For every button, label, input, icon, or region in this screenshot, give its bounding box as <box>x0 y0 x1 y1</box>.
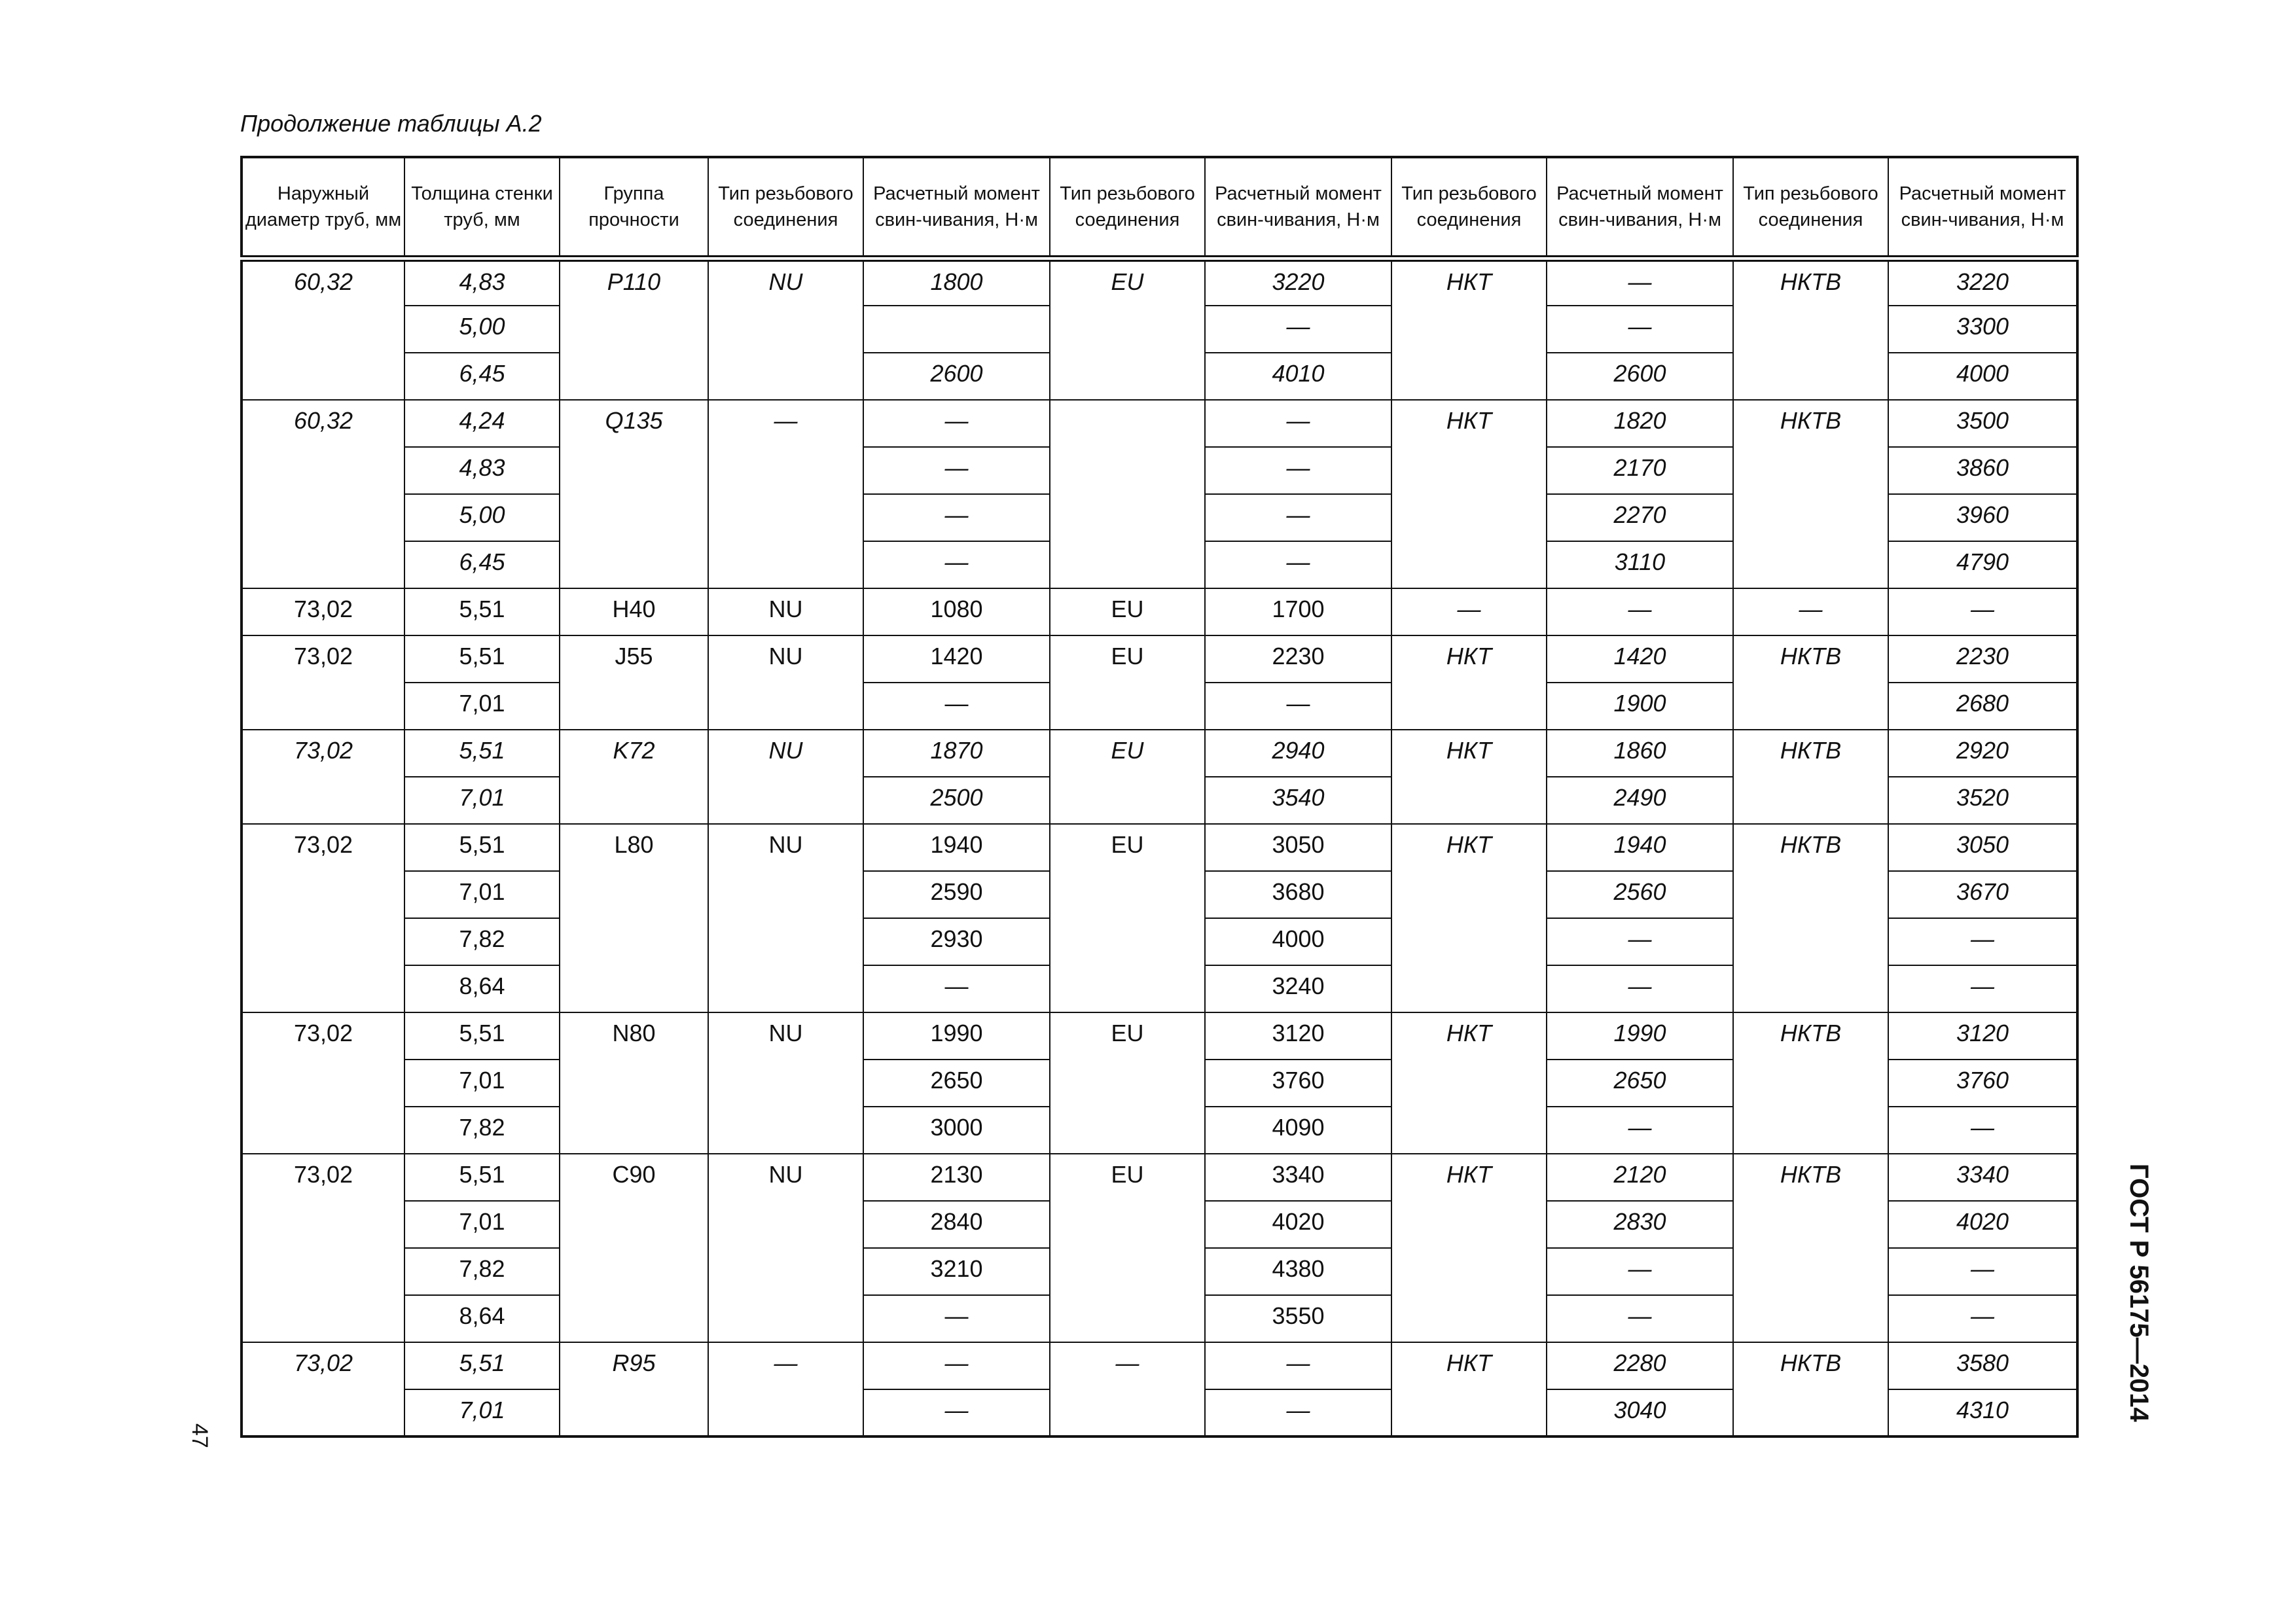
cell-type3: НКТ <box>1391 824 1547 1012</box>
cell-torque3: 2490 <box>1547 777 1733 824</box>
cell-type1: NU <box>708 824 863 1012</box>
cell-torque3: 2170 <box>1547 447 1733 494</box>
cell-torque4: 2230 <box>1888 635 2077 683</box>
cell-torque4: 3120 <box>1888 1012 2077 1060</box>
cell-torque2: — <box>1205 1389 1391 1436</box>
cell-wall: 7,82 <box>404 1248 560 1295</box>
cell-wall: 5,51 <box>404 1342 560 1389</box>
table-row <box>242 1342 2077 1389</box>
cell-torque3: — <box>1547 259 1733 306</box>
cell-type4: — <box>1733 588 1888 635</box>
cell-torque3: 3110 <box>1547 541 1733 588</box>
cell-type2: EU <box>1050 635 1205 730</box>
cell-torque2: 3050 <box>1205 824 1391 871</box>
cell-torque1: — <box>863 447 1050 494</box>
cell-torque1: 2590 <box>863 871 1050 918</box>
col-header-type2: Тип резьбового соединения <box>1050 157 1205 259</box>
cell-type3: НКТ <box>1391 259 1547 400</box>
table-row <box>242 1012 2077 1060</box>
cell-type1: — <box>708 400 863 588</box>
cell-torque1: 3210 <box>863 1248 1050 1295</box>
cell-type4: НКТВ <box>1733 259 1888 400</box>
cell-wall: 4,83 <box>404 447 560 494</box>
cell-torque1: 2130 <box>863 1154 1050 1201</box>
cell-torque1: 2600 <box>863 353 1050 400</box>
cell-grade: L80 <box>560 824 708 1012</box>
cell-torque1: — <box>863 1295 1050 1342</box>
col-header-type4: Тип резьбового соединения <box>1733 157 1888 259</box>
cell-torque3: 2120 <box>1547 1154 1733 1201</box>
cell-torque4: 3220 <box>1888 259 2077 306</box>
cell-wall: 4,83 <box>404 259 560 306</box>
col-header-wall: Толщина стенки труб, мм <box>404 157 560 259</box>
table-caption: Продолжение таблицы А.2 <box>240 110 542 137</box>
cell-torque4: 3050 <box>1888 824 2077 871</box>
cell-torque3: 2830 <box>1547 1201 1733 1248</box>
cell-wall: 7,01 <box>404 871 560 918</box>
header-row <box>242 157 2077 259</box>
table-row <box>242 400 2077 447</box>
cell-grade: C90 <box>560 1154 708 1342</box>
cell-torque2: 4000 <box>1205 918 1391 965</box>
cell-torque1: 2930 <box>863 918 1050 965</box>
cell-torque3: 2280 <box>1547 1342 1733 1389</box>
cell-wall: 7,01 <box>404 1389 560 1436</box>
cell-torque4: 3670 <box>1888 871 2077 918</box>
cell-torque3: 1820 <box>1547 400 1733 447</box>
cell-diameter: 73,02 <box>242 1342 404 1436</box>
cell-torque1: — <box>863 400 1050 447</box>
cell-torque1: 2500 <box>863 777 1050 824</box>
cell-torque2: 2230 <box>1205 635 1391 683</box>
table-row <box>242 259 2077 306</box>
cell-torque2: 4090 <box>1205 1107 1391 1154</box>
cell-torque1 <box>863 306 1050 353</box>
cell-wall: 6,45 <box>404 353 560 400</box>
cell-torque3: — <box>1547 1248 1733 1295</box>
cell-torque4: 3520 <box>1888 777 2077 824</box>
cell-torque4: 3760 <box>1888 1060 2077 1107</box>
col-header-type1: Тип резьбового соединения <box>708 157 863 259</box>
cell-torque3: 2600 <box>1547 353 1733 400</box>
cell-torque4: 4000 <box>1888 353 2077 400</box>
cell-torque4: — <box>1888 918 2077 965</box>
cell-torque1: 1870 <box>863 730 1050 777</box>
cell-torque3: 1860 <box>1547 730 1733 777</box>
cell-torque4: 2680 <box>1888 683 2077 730</box>
cell-type3: — <box>1391 588 1547 635</box>
cell-torque4: — <box>1888 965 2077 1012</box>
cell-type3: НКТ <box>1391 1154 1547 1342</box>
page-number: 47 <box>187 1423 212 1448</box>
cell-grade: Q135 <box>560 400 708 588</box>
cell-torque2: — <box>1205 400 1391 447</box>
cell-torque4: — <box>1888 1248 2077 1295</box>
cell-type4: НКТВ <box>1733 1012 1888 1154</box>
cell-torque4: 3580 <box>1888 1342 2077 1389</box>
cell-type4: НКТВ <box>1733 1342 1888 1436</box>
cell-type2: EU <box>1050 1012 1205 1154</box>
cell-torque2: 3760 <box>1205 1060 1391 1107</box>
torque-table <box>240 156 2079 1438</box>
col-header-torque3: Расчетный момент свин-чивания, Н·м <box>1547 157 1733 259</box>
cell-type4: НКТВ <box>1733 824 1888 1012</box>
cell-type1: NU <box>708 730 863 824</box>
cell-torque2: 3120 <box>1205 1012 1391 1060</box>
cell-torque1: — <box>863 683 1050 730</box>
cell-torque2: 4020 <box>1205 1201 1391 1248</box>
cell-wall: 7,82 <box>404 918 560 965</box>
cell-wall: 5,51 <box>404 1012 560 1060</box>
cell-wall: 7,01 <box>404 1201 560 1248</box>
cell-torque2: 1700 <box>1205 588 1391 635</box>
cell-torque4: 4790 <box>1888 541 2077 588</box>
cell-torque1: 1800 <box>863 259 1050 306</box>
cell-torque3: 1940 <box>1547 824 1733 871</box>
cell-torque2: 3680 <box>1205 871 1391 918</box>
cell-torque4: — <box>1888 1295 2077 1342</box>
cell-diameter: 73,02 <box>242 635 404 730</box>
cell-diameter: 73,02 <box>242 1154 404 1342</box>
cell-wall: 7,01 <box>404 1060 560 1107</box>
cell-grade: N80 <box>560 1012 708 1154</box>
cell-type4: НКТВ <box>1733 635 1888 730</box>
cell-grade: J55 <box>560 635 708 730</box>
table-row <box>242 824 2077 871</box>
cell-type4: НКТВ <box>1733 1154 1888 1342</box>
cell-wall: 5,00 <box>404 306 560 353</box>
cell-torque2: 2940 <box>1205 730 1391 777</box>
cell-torque2: 4380 <box>1205 1248 1391 1295</box>
cell-grade: P110 <box>560 259 708 400</box>
cell-torque2: 3340 <box>1205 1154 1391 1201</box>
cell-type3: НКТ <box>1391 1012 1547 1154</box>
cell-torque2: — <box>1205 447 1391 494</box>
cell-diameter: 60,32 <box>242 259 404 400</box>
cell-torque2: — <box>1205 683 1391 730</box>
cell-torque4: 4020 <box>1888 1201 2077 1248</box>
table-row <box>242 635 2077 683</box>
cell-torque1: 2650 <box>863 1060 1050 1107</box>
cell-torque1: 1080 <box>863 588 1050 635</box>
cell-torque3: — <box>1547 1107 1733 1154</box>
cell-torque2: 3220 <box>1205 259 1391 306</box>
cell-torque1: 1420 <box>863 635 1050 683</box>
cell-type1: NU <box>708 588 863 635</box>
cell-torque1: — <box>863 1389 1050 1436</box>
cell-torque2: 3550 <box>1205 1295 1391 1342</box>
cell-torque1: — <box>863 1342 1050 1389</box>
cell-wall: 4,24 <box>404 400 560 447</box>
cell-torque1: 2840 <box>863 1201 1050 1248</box>
cell-torque3: 2270 <box>1547 494 1733 541</box>
cell-torque4: — <box>1888 588 2077 635</box>
cell-torque2: 3240 <box>1205 965 1391 1012</box>
cell-torque1: — <box>863 965 1050 1012</box>
cell-wall: 5,51 <box>404 824 560 871</box>
table-row <box>242 1154 2077 1201</box>
cell-torque4: 3500 <box>1888 400 2077 447</box>
cell-wall: 8,64 <box>404 1295 560 1342</box>
cell-torque3: — <box>1547 965 1733 1012</box>
cell-type4: НКТВ <box>1733 730 1888 824</box>
cell-torque3: — <box>1547 306 1733 353</box>
cell-torque2: 4010 <box>1205 353 1391 400</box>
cell-grade: K72 <box>560 730 708 824</box>
cell-wall: 7,82 <box>404 1107 560 1154</box>
col-header-torque4: Расчетный момент свин-чивания, Н·м <box>1888 157 2077 259</box>
cell-wall: 8,64 <box>404 965 560 1012</box>
cell-torque4: 4310 <box>1888 1389 2077 1436</box>
cell-type2: EU <box>1050 1154 1205 1342</box>
cell-wall: 5,51 <box>404 588 560 635</box>
cell-torque2: — <box>1205 494 1391 541</box>
cell-torque2: — <box>1205 541 1391 588</box>
cell-type2: EU <box>1050 588 1205 635</box>
cell-torque2: 3540 <box>1205 777 1391 824</box>
table-body <box>242 259 2077 1436</box>
cell-type2: EU <box>1050 824 1205 1012</box>
cell-torque3: 1900 <box>1547 683 1733 730</box>
cell-torque1: 1940 <box>863 824 1050 871</box>
cell-torque3: 2650 <box>1547 1060 1733 1107</box>
cell-wall: 5,51 <box>404 1154 560 1201</box>
cell-type3: НКТ <box>1391 635 1547 730</box>
cell-wall: 7,01 <box>404 777 560 824</box>
cell-type1: NU <box>708 635 863 730</box>
col-header-grade: Группа прочности <box>560 157 708 259</box>
document-code: ГОСТ Р 56175—2014 <box>2125 1164 2153 1422</box>
cell-torque4: 3340 <box>1888 1154 2077 1201</box>
cell-diameter: 60,32 <box>242 400 404 588</box>
cell-torque4: 3860 <box>1888 447 2077 494</box>
cell-torque4: 3960 <box>1888 494 2077 541</box>
cell-torque2: — <box>1205 306 1391 353</box>
cell-type2: EU <box>1050 259 1205 400</box>
cell-torque4: 3300 <box>1888 306 2077 353</box>
col-header-torque2: Расчетный момент свин-чивания, Н·м <box>1205 157 1391 259</box>
cell-torque3: 2560 <box>1547 871 1733 918</box>
cell-type3: НКТ <box>1391 400 1547 588</box>
cell-diameter: 73,02 <box>242 588 404 635</box>
cell-torque4: — <box>1888 1107 2077 1154</box>
cell-torque3: 1420 <box>1547 635 1733 683</box>
cell-grade: R95 <box>560 1342 708 1436</box>
cell-diameter: 73,02 <box>242 824 404 1012</box>
cell-type1: NU <box>708 1012 863 1154</box>
cell-torque3: 1990 <box>1547 1012 1733 1060</box>
col-header-torque1: Расчетный момент свин-чивания, Н·м <box>863 157 1050 259</box>
cell-type2 <box>1050 400 1205 588</box>
cell-torque4: 2920 <box>1888 730 2077 777</box>
col-header-diameter: Наружный диаметр труб, мм <box>242 157 404 259</box>
cell-diameter: 73,02 <box>242 1012 404 1154</box>
table-row <box>242 730 2077 777</box>
cell-torque3: — <box>1547 1295 1733 1342</box>
cell-wall: 5,00 <box>404 494 560 541</box>
cell-type3: НКТ <box>1391 1342 1547 1436</box>
cell-torque1: — <box>863 494 1050 541</box>
table-row <box>242 588 2077 635</box>
cell-torque3: 3040 <box>1547 1389 1733 1436</box>
cell-type3: НКТ <box>1391 730 1547 824</box>
cell-torque3: — <box>1547 918 1733 965</box>
cell-type2: EU <box>1050 730 1205 824</box>
cell-torque1: 1990 <box>863 1012 1050 1060</box>
cell-type1: NU <box>708 259 863 400</box>
cell-wall: 6,45 <box>404 541 560 588</box>
cell-type2: — <box>1050 1342 1205 1436</box>
cell-wall: 5,51 <box>404 730 560 777</box>
cell-grade: H40 <box>560 588 708 635</box>
cell-wall: 5,51 <box>404 635 560 683</box>
col-header-type3: Тип резьбового соединения <box>1391 157 1547 259</box>
cell-torque2: — <box>1205 1342 1391 1389</box>
cell-torque3: — <box>1547 588 1733 635</box>
cell-torque1: 3000 <box>863 1107 1050 1154</box>
cell-type1: — <box>708 1342 863 1436</box>
cell-type4: НКТВ <box>1733 400 1888 588</box>
cell-diameter: 73,02 <box>242 730 404 824</box>
cell-wall: 7,01 <box>404 683 560 730</box>
cell-type1: NU <box>708 1154 863 1342</box>
cell-torque1: — <box>863 541 1050 588</box>
